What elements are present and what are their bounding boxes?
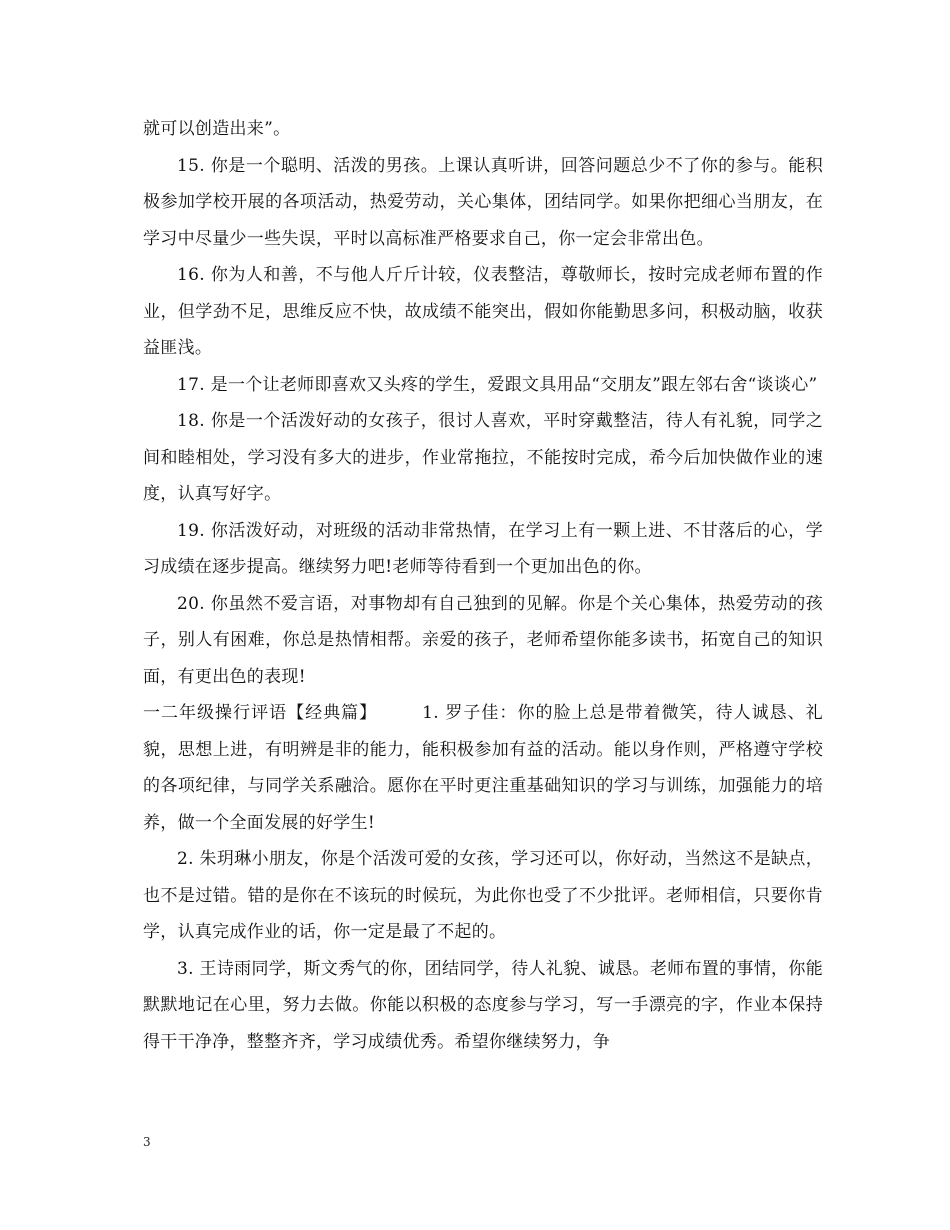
heading-gap (377, 703, 422, 723)
page-number: 3 (143, 1135, 151, 1149)
comment-paragraph-15: 15. 你是一个聪明、活泼的男孩。上课认真听讲，回答问题总少不了你的参与。能积极参加学校开展的各项活动，热爱劳动，关心集体，团结同学。如果你把细心当朋友，在学习中尽量少一些失误，平时以高标准严格要求自己，你一定会非常出色。 (143, 155, 823, 249)
comment-paragraph-20: 20. 你虽然不爱言语，对事物却有自己独到的见解。你是个关心集体，热爱劳动的孩子，别人有困难，你总是热情相帮。亲爱的孩子，老师希望你能多读书，拓宽自己的知识面，有更出色的表现! (143, 593, 823, 687)
comment-paragraph-19: 19. 你活泼好动，对班级的活动非常热情，在学习上有一颗上进、不甘落后的心，学习成绩在逐步提高。继续努力吧!老师等待看到一个更加出色的你。 (143, 520, 823, 577)
comment-paragraph-17: 17. 是一个让老师即喜欢又头疼的学生，爱跟文具用品“交朋友”跟左邻右舍“谈谈心” (177, 374, 818, 395)
document-body (143, 111, 823, 1060)
comment-paragraph-18: 18. 你是一个活泼好动的女孩子，很讨人喜欢，平时穿戴整洁，待人有礼貌，同学之间和睦相处，学习没有多大的进步，作业常拖拉，不能按时完成，希今后加快做作业的速度，认真写好字。 (143, 411, 823, 504)
section-heading: 一二年级操行评语【经典篇】 (143, 703, 378, 723)
comment-paragraph-16: 16. 你为人和善，不与他人斤斤计较，仪表整洁，尊敬师长，按时完成老师布置的作业，但学劲不足，思维反应不快，故成绩不能突出，假如你能勤思多问，积极动脑，收获益匪浅。 (143, 265, 823, 358)
section-first-paragraph (143, 695, 823, 841)
section-comment-2: 2. 朱玥琳小朋友，你是个活泼可爱的女孩，学习还可以，你好动，当然这不是缺点，也不是过错。错的是你在不该玩的时候玩，为此你也受了不少批评。老师相信，只要你肯学，认真完成作业的话，你一定是最了不起的。 (143, 849, 823, 942)
section-comment-3: 3. 王诗雨同学，斯文秀气的你，团结同学，待人礼貌、诚恳。老师布置的事情，你能默默地记在心里，努力去做。你能以积极的态度参与学习，写一手漂亮的字，作业本保持得干干净净，整整齐齐，学习成绩优秀。希望你继续努力，争 (143, 958, 823, 1052)
section-comment-1: 1. 罗子佳：你的脸上总是带着微笑，待人诚恳、礼貌，思想上进，有明辨是非的能力，能积极参加有益的活动。能以身作则，严格遵守学校的各项纪律，与同学关系融洽。愿你在平时更注重基础知识的学习与训练，加强能力的培养，做一个全面发展的好学生! (143, 703, 823, 833)
paragraph: 就可以创造出来”。 (143, 119, 291, 139)
